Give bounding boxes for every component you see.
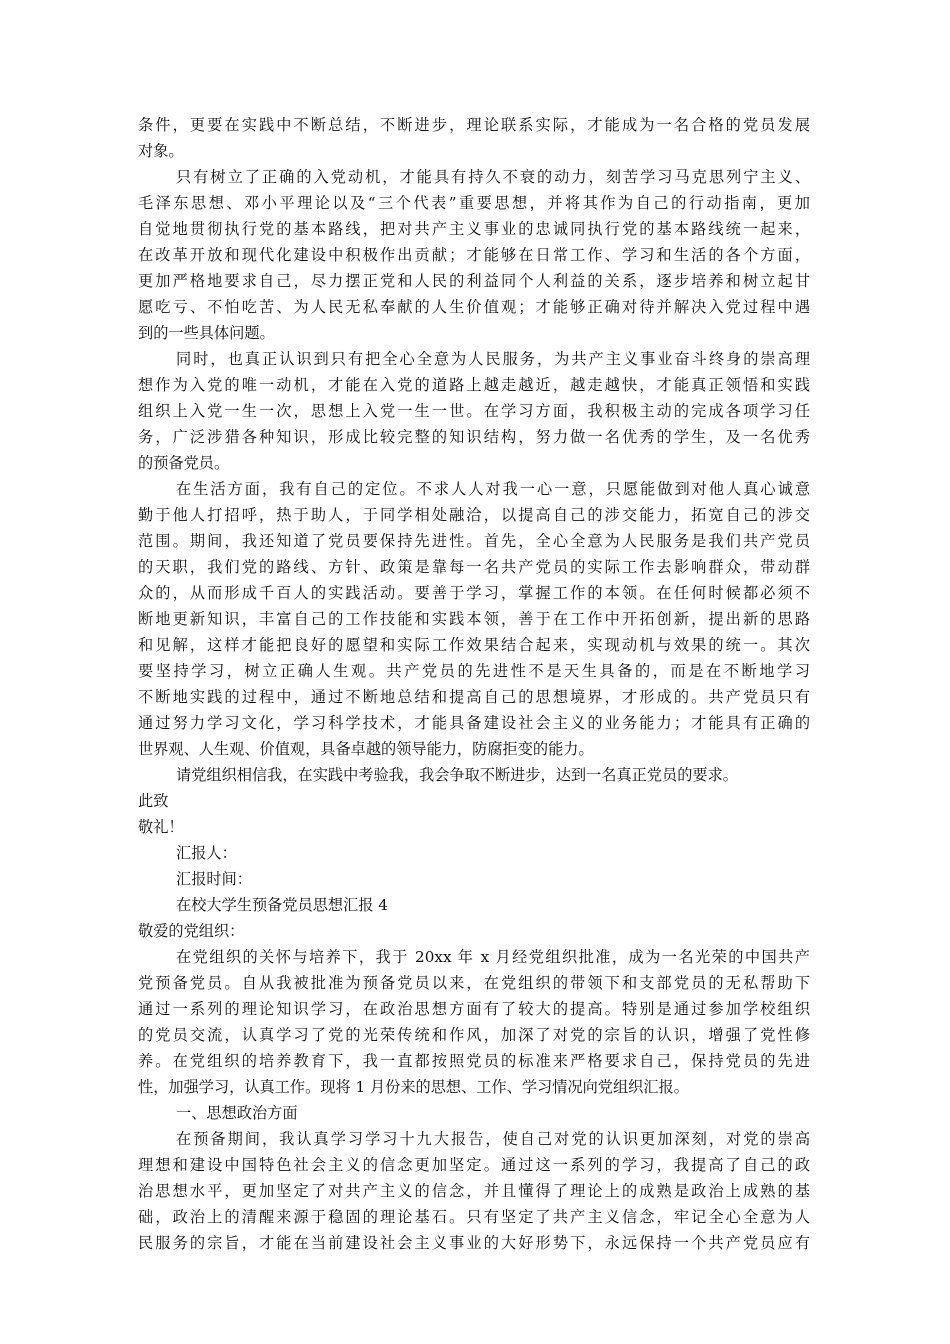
text-line: 养。在党组织的培养教育下，我一直都按照党员的标准来严格要求自己，保持党员的先进 xyxy=(138,1052,810,1070)
text-line: 范围。期间，我还知道了党员要保持先进性。首先，全心全意为人民服务是我们共产党员 xyxy=(138,532,810,550)
document-page xyxy=(138,112,810,1322)
text-line: 理想和建设中国特色社会主义的信念更加坚定。通过这一系列的学习，我提高了自己的政 xyxy=(138,1156,810,1174)
text-line: 众的，从而形成千百人的实践活动。要善于学习，掌握工作的本领。在任何时候都必须不 xyxy=(138,584,810,602)
text-line: 和见解，这样才能把良好的愿望和实际工作效果结合起来，实现动机与效果的统一。其次 xyxy=(138,636,810,654)
text-line: 务，广泛涉猎各种知识，形成比较完整的知识结构，努力做一名优秀的学生，及一名优秀 xyxy=(138,428,810,446)
text-line: 不断地实践的过程中，通过不断地总结和提高自己的思想境界，才形成的。共产党员只有 xyxy=(138,688,810,706)
text-line: 汇报人： xyxy=(176,844,237,862)
text-line: 通过努力学习文化，学习科学技术，才能具备建设社会主义的业务能力；才能具有正确的 xyxy=(138,714,810,732)
text-line: 党预备党员。自从我被批准为预备党员以来，在党组织的带领下和支部党员的无私帮助下 xyxy=(138,974,810,992)
text-line: 在校大学生预备党员思想汇报 4 xyxy=(176,896,388,914)
text-line: 要坚持学习，树立正确人生观。共产党员的先进性不是天生具备的，而是在不断地学习 xyxy=(138,662,810,680)
text-line: 汇报时间： xyxy=(176,870,252,888)
text-line: 在预备期间，我认真学习学习十九大报告，使自己对党的认识更加深刻，对党的崇高 xyxy=(176,1130,810,1148)
text-line: 请党组织相信我，在实践中考验我，我会争取不断进步，达到一名真正党员的要求。 xyxy=(176,766,738,784)
text-line: 想作为入党的唯一动机，才能在入党的道路上越走越近，越走越快，才能真正领悟和实践 xyxy=(138,376,810,394)
text-line: 到的一些具体问题。 xyxy=(138,324,275,342)
text-line: 通过一系列的理论知识学习，在政治思想方面有了较大的提高。特别是通过参加学校组织 xyxy=(138,1000,810,1018)
text-line: 敬爱的党组织： xyxy=(138,922,245,940)
text-line: 世界观、人生观、价值观，具备卓越的领导能力，防腐拒变的能力。 xyxy=(138,740,594,758)
text-line: 在党组织的关怀与培养下，我于 20xx 年 x 月经党组织批准，成为一名光荣的中国共产 xyxy=(176,948,810,966)
text-line: 础，政治上的清醒来源于稳固的理论基石。只有坚定了共产主义信念，牢记全心全意为人 xyxy=(138,1208,810,1226)
text-line: 愿吃亏、不怕吃苦、为人民无私奉献的人生价值观；才能够正确对待并解决入党过程中遇 xyxy=(138,298,810,316)
text-line: 对象。 xyxy=(138,142,184,160)
text-line: 条件，更要在实践中不断总结，不断进步，理论联系实际，才能成为一名合格的党员发展 xyxy=(138,116,810,134)
text-line: 只有树立了正确的入党动机，才能具有持久不衰的动力，刻苦学习马克思列宁主义、 xyxy=(176,168,810,186)
text-line: 治思想水平，更加坚定了对共产主义的信念，并且懂得了理论上的成熟是政治上成熟的基 xyxy=(138,1182,810,1200)
text-line: 的党员交流，认真学习了党的光荣传统和作风，加深了对党的宗旨的认识，增强了党性修 xyxy=(138,1026,810,1044)
text-line: 一、思想政治方面 xyxy=(176,1104,298,1122)
text-line: 更加严格地要求自己，尽力摆正党和人民的利益同个人利益的关系，逐步培养和树立起甘 xyxy=(138,272,810,290)
text-line: 组织上入党一生一次，思想上入党一生一世。在学习方面，我积极主动的完成各项学习任 xyxy=(138,402,810,420)
text-line: 民服务的宗旨，才能在当前建设社会主义事业的大好形势下，永远保持一个共产党员应有 xyxy=(138,1234,810,1252)
text-line: 同时，也真正认识到只有把全心全意为人民服务，为共产主义事业奋斗终身的崇高理 xyxy=(176,350,810,368)
text-line: 在生活方面，我有自己的定位。不求人人对我一心一意，只愿能做到对他人真心诚意 xyxy=(176,480,810,498)
text-line: 毛泽东思想、邓小平理论以及“三个代表”重要思想，并将其作为自己的行动指南，更加 xyxy=(138,194,810,212)
text-line: 勤于他人打招呼，热于助人，于同学相处融洽，以提高自己的涉交能力，拓宽自己的涉交 xyxy=(138,506,810,524)
text-line: 此致 xyxy=(138,792,169,810)
text-line: 的预备党员。 xyxy=(138,454,230,472)
text-line: 的天职，我们党的路线、方针、政策是靠每一名共产党员的实际工作去影响群众，带动群 xyxy=(138,558,810,576)
text-line: 断地更新知识，丰富自己的工作技能和实践本领，善于在工作中开拓创新，提出新的思路 xyxy=(138,610,810,628)
text-line: 性，加强学习，认真工作。现将 1 月份来的思想、工作、学习情况向党组织汇报。 xyxy=(138,1078,689,1096)
text-line: 在改革开放和现代化建设中积极作出贡献；才能够在日常工作、学习和生活的各个方面， xyxy=(138,246,810,264)
text-line: 自觉地贯彻执行党的基本路线，把对共产主义事业的忠诚同执行党的基本路线统一起来， xyxy=(138,220,810,238)
text-line: 敬礼！ xyxy=(138,818,184,836)
